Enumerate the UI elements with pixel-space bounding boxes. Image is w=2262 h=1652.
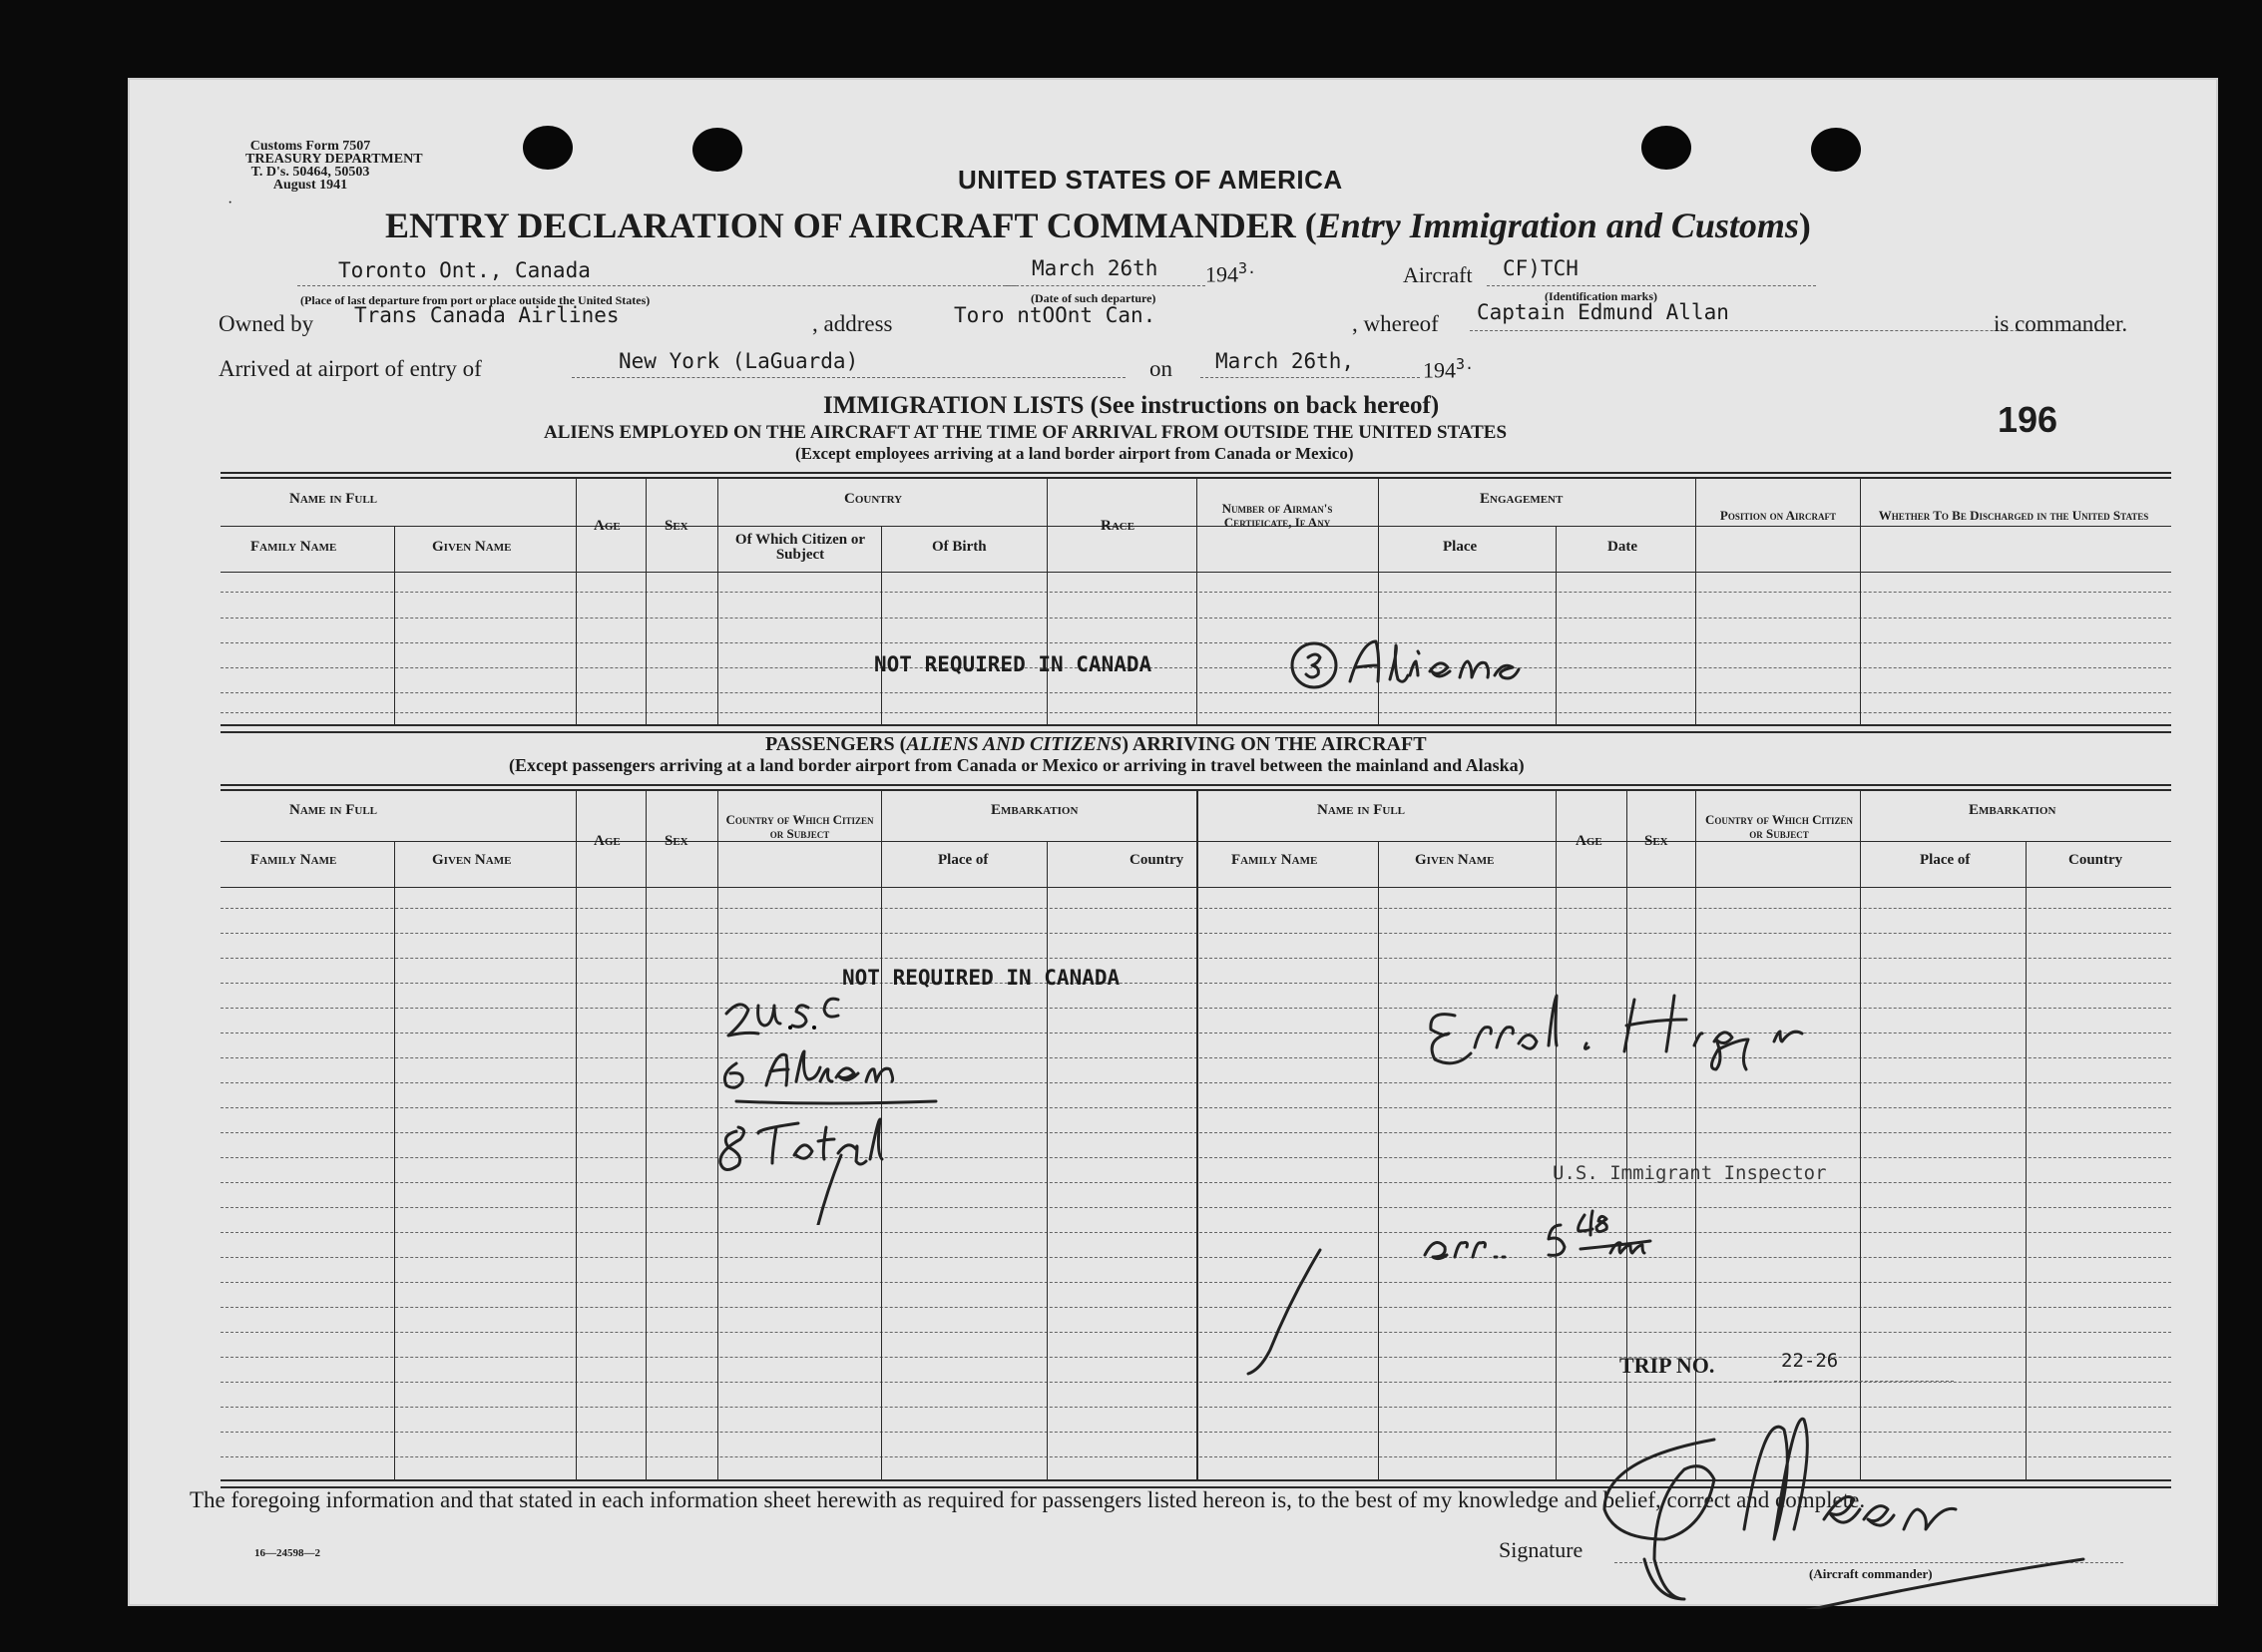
hdr-age: Age bbox=[594, 518, 621, 534]
table-rule bbox=[221, 472, 2171, 474]
form-sheet bbox=[128, 78, 2218, 1606]
col-divider bbox=[394, 526, 395, 725]
hdr-family-name-2: Family Name bbox=[1231, 852, 1318, 868]
hdr-age-2: Age bbox=[1576, 833, 1602, 849]
departure-date-caption: (Date of such departure) bbox=[1031, 291, 1156, 305]
col-divider bbox=[1196, 479, 1197, 725]
passengers-note: (Except passengers arriving at a land border airport from Canada or Mexico or arriving in travel between the mainland and Alaska) bbox=[509, 755, 1525, 775]
form-number: Customs Form 7507 bbox=[249, 139, 371, 154]
col-divider bbox=[1860, 479, 1861, 725]
hdr-name-in-full: Name in Full bbox=[289, 491, 378, 507]
arrival-airport: New York (LaGuarda) bbox=[619, 349, 859, 373]
declaration-text: The foregoing information and that stated in each information sheet herewith as required for passengers listed hereon is, to the best of my knowledge and belief, correct and complete. bbox=[190, 1487, 1866, 1512]
hdr-discharged: Whether To Be Discharged in the United States bbox=[1878, 508, 2149, 523]
hdr-country-citizen: Country of Which Citizen or Subject bbox=[725, 812, 874, 841]
hdr-embarkation-2: Embarkation bbox=[1969, 802, 2056, 818]
punch-hole bbox=[523, 126, 573, 170]
aircraft-label: Aircraft bbox=[1403, 262, 1473, 287]
hdr-sex: Sex bbox=[665, 833, 688, 849]
punch-hole bbox=[1811, 128, 1861, 172]
immigration-note: (Except employees arriving at a land border airport from Canada or Mexico) bbox=[795, 444, 1354, 463]
department: TREASURY DEPARTMENT bbox=[245, 152, 423, 167]
hdr-date: Date bbox=[1607, 539, 1637, 555]
hdr-of-birth: Of Birth bbox=[932, 539, 987, 555]
handwritten-aliens-note bbox=[1280, 631, 1699, 691]
col-divider bbox=[1556, 791, 1557, 1480]
address-label: , address bbox=[812, 311, 893, 336]
not-required-stamp-2: NOT REQUIRED IN CANADA bbox=[842, 966, 1121, 990]
hdr-country-citizen-2: Country of Which Citizen or Subject bbox=[1705, 812, 1853, 841]
departure-date: March 26th bbox=[1032, 256, 1158, 280]
on-label: on bbox=[1149, 356, 1172, 381]
owner-address: Toro ntOOnt Can. bbox=[954, 303, 1156, 327]
arrived-label: Arrived at airport of entry of bbox=[219, 356, 482, 381]
arrival-year-suffix: 3. bbox=[1456, 355, 1475, 373]
owned-by-label: Owned by bbox=[219, 311, 314, 336]
commander-name: Captain Edmund Allan bbox=[1477, 300, 1729, 324]
hdr-given-name-2: Given Name bbox=[1415, 852, 1495, 868]
aircraft-id: CF)TCH bbox=[1503, 256, 1579, 280]
departure-date-line bbox=[1006, 285, 1205, 286]
punch-hole bbox=[692, 128, 742, 172]
hdr-certificate: Number of Airman's Certificate, If Any bbox=[1221, 501, 1333, 530]
arrival-date-line bbox=[1200, 377, 1420, 378]
hdr-place-of-2: Place of bbox=[1920, 852, 1971, 868]
hdr-family-name: Family Name bbox=[250, 539, 337, 555]
hdr-country: Country bbox=[844, 491, 903, 507]
hdr-race: Race bbox=[1101, 518, 1135, 534]
commander-signature bbox=[1584, 1380, 2103, 1609]
form-meta-mark: · bbox=[227, 195, 233, 211]
immigration-subtitle: ALIENS EMPLOYED ON THE AIRCRAFT AT THE TIME OF ARRIVAL FROM OUTSIDE THE UNITED STATES bbox=[544, 422, 1508, 443]
td-numbers: T. D's. 50464, 50503 bbox=[250, 165, 370, 180]
hdr-country-2: Country bbox=[2068, 852, 2123, 868]
hdr-family-name: Family Name bbox=[250, 852, 337, 868]
hdr-sex: Sex bbox=[665, 518, 688, 534]
hdr-engagement: Engagement bbox=[1480, 491, 1564, 507]
hdr-sex-2: Sex bbox=[1644, 833, 1668, 849]
departure-place: Toronto Ont., Canada bbox=[338, 258, 591, 282]
country-header: UNITED STATES OF AMERICA bbox=[958, 165, 1343, 195]
is-commander-label: is commander. bbox=[1994, 311, 2128, 336]
passengers-title-pre: PASSENGERS ( bbox=[765, 733, 907, 755]
passengers-title-post: ) ARRIVING ON THE AIRCRAFT bbox=[1122, 733, 1427, 755]
punch-hole bbox=[1641, 126, 1691, 170]
table-rule bbox=[221, 784, 2171, 786]
arrival-time-note bbox=[1411, 1205, 1730, 1285]
hdr-name-in-full: Name in Full bbox=[289, 802, 378, 818]
arrival-year bbox=[1423, 355, 1474, 383]
departure-place-line bbox=[297, 285, 1016, 286]
hdr-place-of: Place of bbox=[938, 852, 989, 868]
form-title-italic: Entry Immigration and Customs bbox=[1316, 206, 1799, 245]
col-divider bbox=[717, 479, 718, 725]
arrival-airport-line bbox=[572, 377, 1126, 378]
form-date: August 1941 bbox=[272, 178, 348, 193]
hdr-country: Country bbox=[1130, 852, 1184, 868]
handwritten-tally bbox=[696, 996, 956, 1225]
col-divider bbox=[1047, 479, 1048, 725]
signature-label: Signature bbox=[1499, 1537, 1583, 1562]
col-divider bbox=[1556, 526, 1557, 725]
departure-year-suffix: 3. bbox=[1238, 259, 1257, 277]
form-title bbox=[385, 205, 1811, 246]
hdr-place: Place bbox=[1443, 539, 1478, 555]
whereof-label: , whereof bbox=[1352, 311, 1439, 336]
not-required-stamp: NOT REQUIRED IN CANADA bbox=[874, 652, 1152, 676]
passengers-title-italic: ALIENS AND CITIZENS bbox=[906, 733, 1123, 755]
hdr-embarkation: Embarkation bbox=[991, 802, 1079, 818]
immigration-title: IMMIGRATION LISTS (See instructions on back hereof) bbox=[823, 392, 1440, 419]
stamp-number: 196 bbox=[1998, 399, 2058, 440]
form-title-end: ) bbox=[1798, 206, 1811, 245]
signature-caption: (Aircraft commander) bbox=[1809, 1566, 1933, 1581]
form-title-main: ENTRY DECLARATION OF AIRCRAFT COMMANDER ( bbox=[385, 206, 1317, 245]
departure-place-caption: (Place of last departure from port or place outside the United States) bbox=[300, 293, 651, 307]
form-meta-block bbox=[245, 139, 423, 193]
hdr-age: Age bbox=[594, 833, 621, 849]
col-divider bbox=[1378, 841, 1379, 1480]
trip-label: TRIP NO. bbox=[1619, 1353, 1715, 1378]
col-divider bbox=[576, 479, 577, 725]
passengers-title bbox=[765, 733, 1427, 756]
hdr-citizen-of: Of Which Citizen or Subject bbox=[734, 532, 866, 563]
inspector-signature bbox=[1415, 986, 1994, 1075]
hdr-position: Position on Aircraft bbox=[1719, 508, 1837, 523]
col-divider bbox=[394, 841, 395, 1480]
col-divider bbox=[1860, 791, 1861, 1480]
trip-number: 22-26 bbox=[1781, 1350, 1839, 1372]
departure-year-prefix: 194 bbox=[1205, 261, 1238, 287]
col-divider bbox=[646, 791, 647, 1480]
col-divider bbox=[1047, 841, 1048, 1480]
print-code: 16—24598—2 bbox=[254, 1547, 320, 1559]
hdr-given-name: Given Name bbox=[432, 539, 512, 555]
signature-stroke bbox=[1140, 1240, 1340, 1380]
hdr-given-name: Given Name bbox=[432, 852, 512, 868]
owner: Trans Canada Airlines bbox=[354, 303, 620, 327]
aircraft-id-line bbox=[1487, 285, 1816, 286]
col-divider bbox=[646, 479, 647, 725]
hdr-name-in-full-2: Name in Full bbox=[1317, 802, 1406, 818]
col-divider bbox=[576, 791, 577, 1480]
arrival-date: March 26th, bbox=[1215, 349, 1355, 373]
aircraft-id-caption: (Identification marks) bbox=[1545, 289, 1657, 303]
departure-year bbox=[1205, 259, 1256, 287]
arrival-year-prefix: 194 bbox=[1423, 357, 1456, 383]
inspector-title: U.S. Immigrant Inspector bbox=[1553, 1162, 1827, 1184]
col-divider bbox=[881, 526, 882, 725]
